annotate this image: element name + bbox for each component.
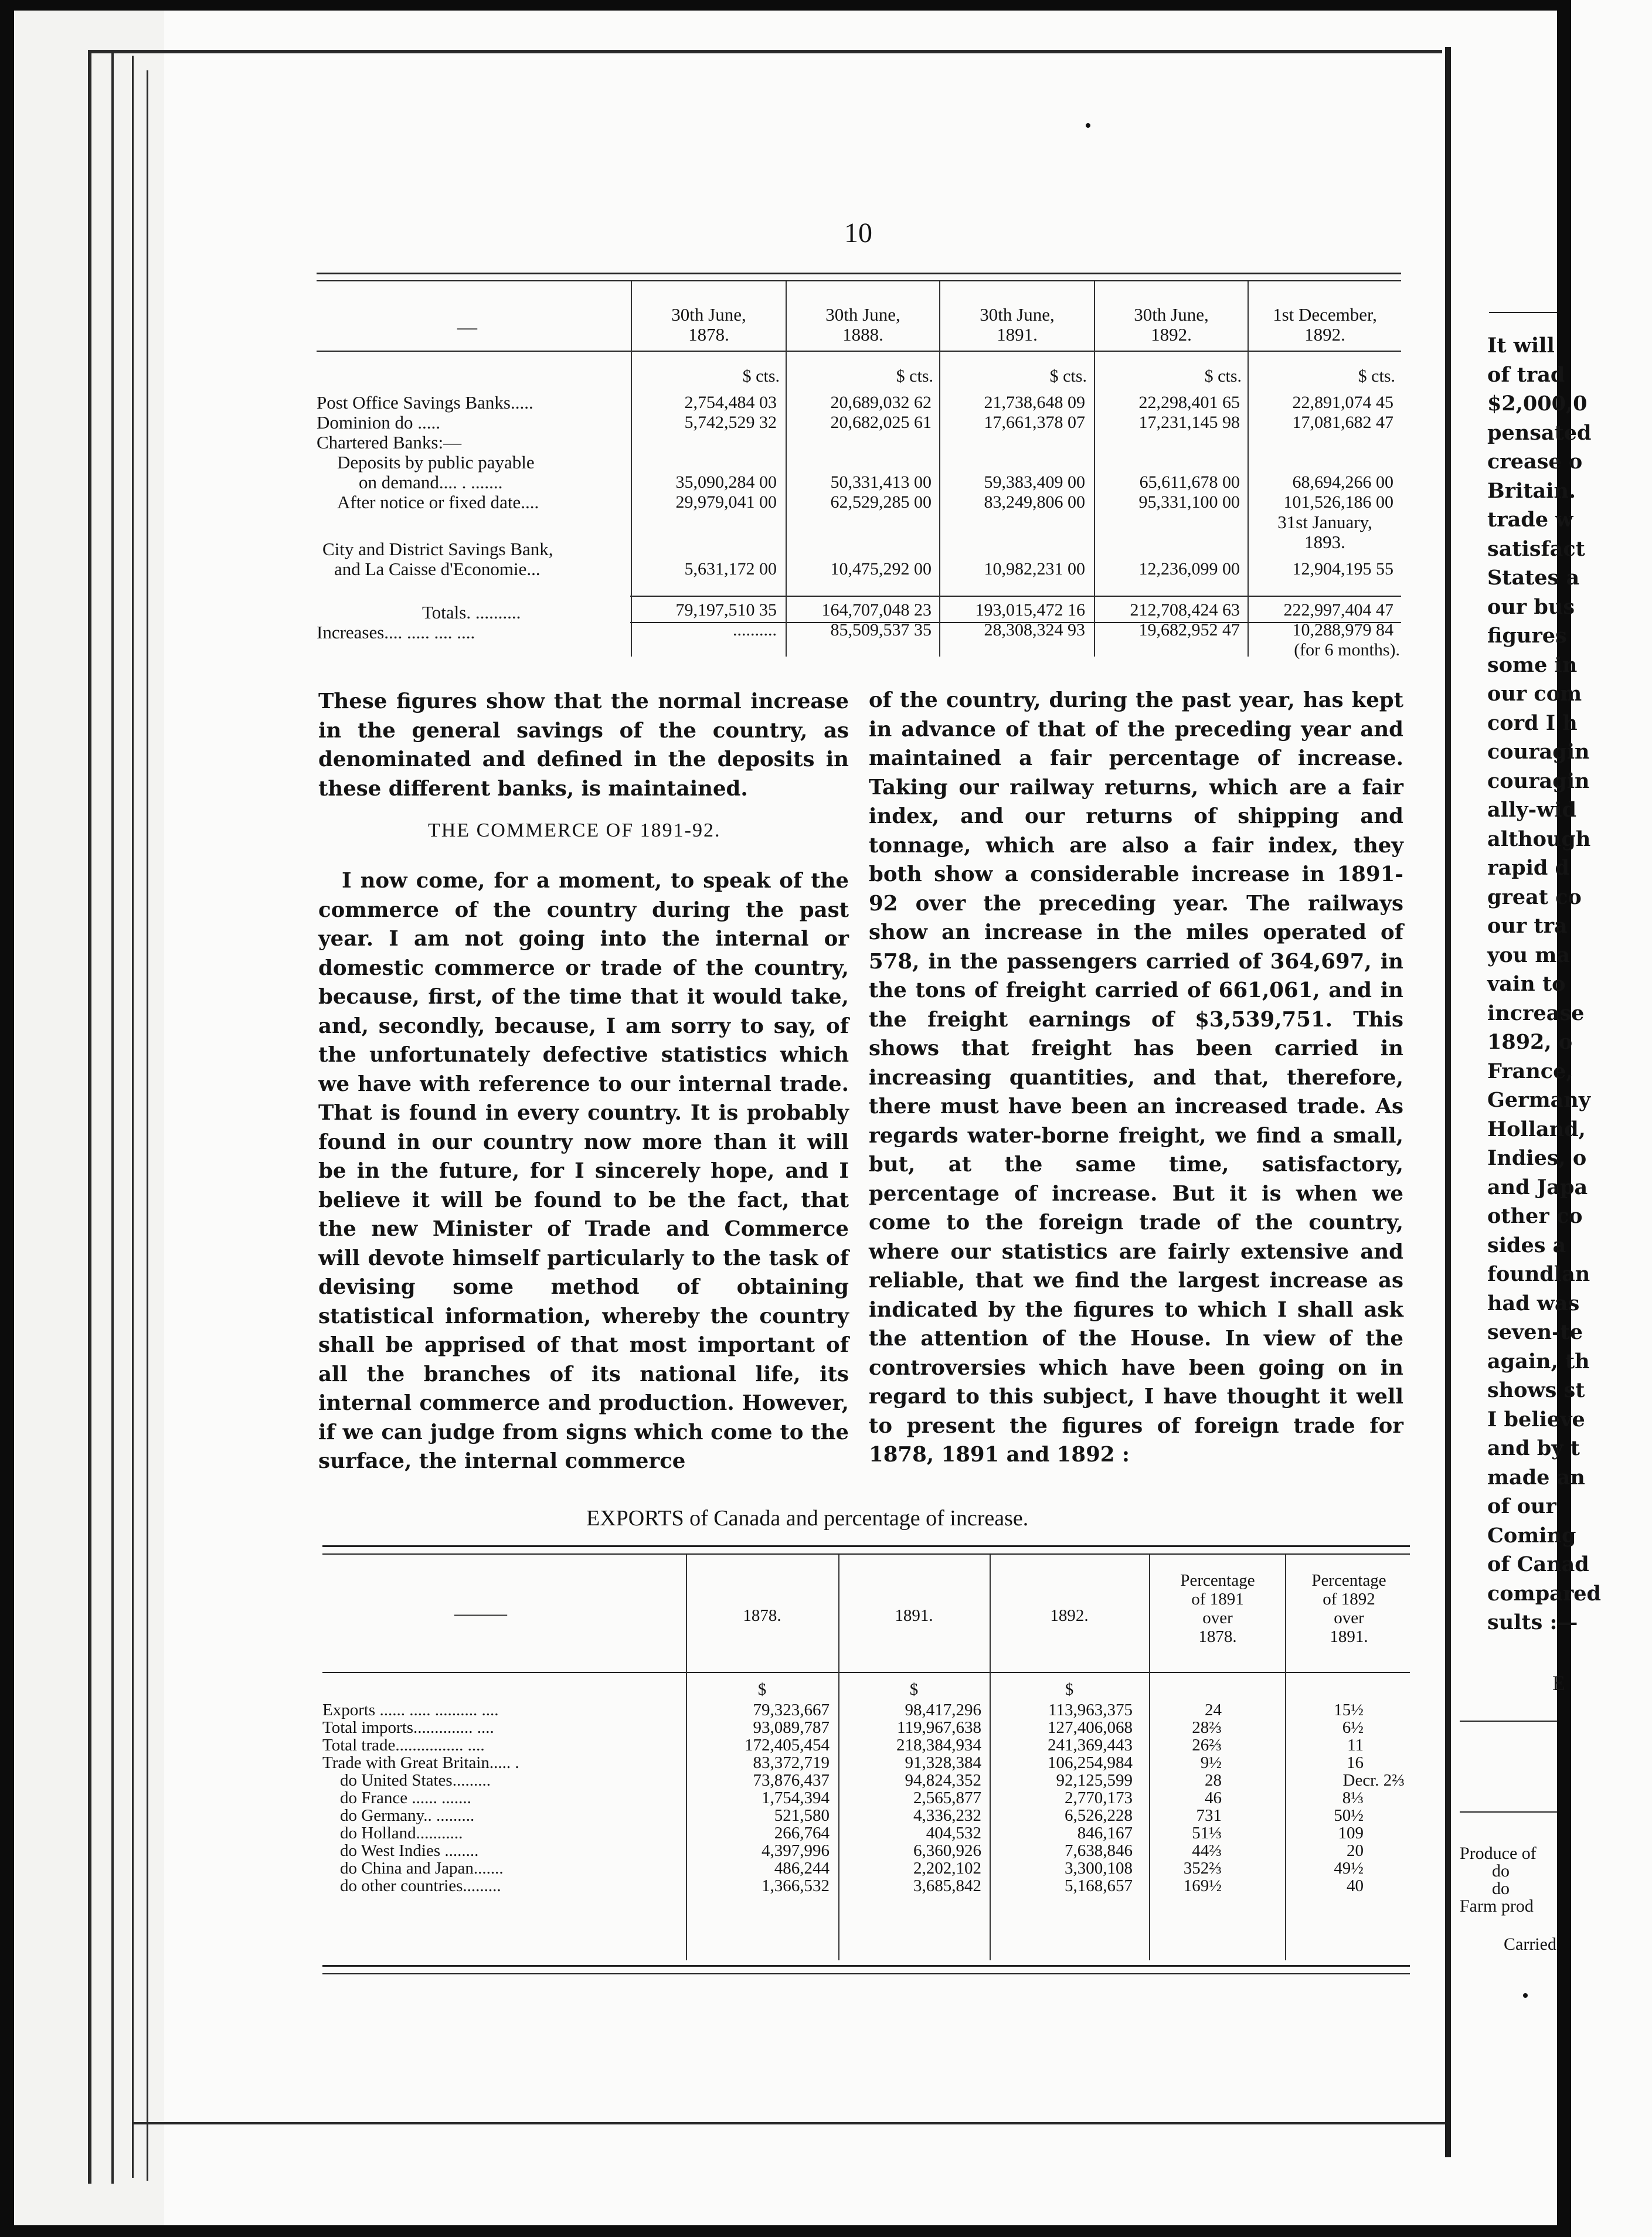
cell: 8⅓: [1342, 1789, 1364, 1807]
next-page-text: [1487, 331, 1602, 1637]
ink-speck: [1086, 123, 1090, 128]
page-top-edge: [88, 50, 1442, 53]
cell: 59,383,409 00: [984, 472, 1085, 492]
col-header-1891: 30th June, 1891.: [980, 304, 1055, 345]
next-page-line: increase: [1487, 1001, 1585, 1025]
unit-label: $: [1065, 1680, 1074, 1699]
text-column-left-top: [318, 687, 849, 803]
col-divider: [1094, 281, 1095, 657]
next-page-line: our tra: [1487, 914, 1568, 938]
row-label-after-notice: After notice or fixed date....: [337, 492, 539, 512]
row-label: Total imports.............. ....: [322, 1718, 494, 1737]
cell: 98,417,296: [905, 1701, 981, 1719]
corner-dash: —: [457, 317, 477, 338]
corner-dash: ———: [454, 1604, 507, 1623]
cell: 218,384,934: [896, 1736, 981, 1755]
next-page-line: of trad: [1487, 362, 1565, 387]
cell: 93,089,787: [753, 1718, 830, 1737]
unit-label: $ cts.: [1049, 366, 1087, 386]
cell: 486,244: [774, 1859, 830, 1878]
next-page-row-label: do: [1492, 1861, 1510, 1881]
cell: 16: [1347, 1753, 1364, 1772]
cell: 4,336,232: [913, 1806, 981, 1825]
next-page-line: our bus: [1487, 594, 1575, 619]
next-page-line: some in: [1487, 652, 1578, 677]
next-page-line: other co: [1487, 1204, 1583, 1228]
cell: 35,090,284 00: [675, 472, 777, 492]
cell: 169½: [1183, 1876, 1222, 1895]
row-label-dominion: Dominion do .....: [317, 412, 440, 433]
cell: 28: [1205, 1771, 1222, 1790]
col-divider: [838, 1555, 839, 1960]
cell: 212,708,424 63: [1130, 600, 1240, 620]
next-page-line: shows st: [1487, 1378, 1585, 1402]
cell: 6½: [1342, 1718, 1364, 1737]
next-page-row-label: do: [1492, 1879, 1510, 1898]
row-label: do United States.........: [340, 1771, 491, 1790]
next-page-line: figures: [1487, 624, 1567, 648]
cell: 79,323,667: [753, 1701, 830, 1719]
cell: 91,328,384: [905, 1753, 981, 1772]
col-header-1892: 30th June, 1892.: [1134, 304, 1209, 345]
cell: 7,638,846: [1065, 1841, 1133, 1860]
col-divider: [686, 1555, 687, 1960]
cell: 15½: [1334, 1701, 1364, 1719]
city-date-note: 31st January, 1893.: [1277, 512, 1372, 552]
cell: 29,979,041 00: [675, 492, 777, 512]
cell: 17,081,682 47: [1292, 413, 1393, 432]
cell: 68,694,266 00: [1292, 472, 1393, 492]
next-page-line: again, th: [1487, 1349, 1590, 1374]
cell: 101,526,186 00: [1283, 492, 1393, 512]
cell: 20,689,032 62: [830, 393, 932, 412]
unit-label: $ cts.: [1204, 366, 1242, 386]
cell: 106,254,984: [1048, 1753, 1133, 1772]
cell: 28,308,324 93: [984, 620, 1085, 640]
table-rule: [630, 596, 1401, 597]
cell: 127,406,068: [1048, 1718, 1133, 1737]
next-page-rule: [1460, 1811, 1557, 1813]
row-label-city-cont: and La Caisse d'Economie...: [334, 559, 541, 579]
next-page-line: and Japa: [1487, 1175, 1588, 1199]
next-page-line: Germany: [1487, 1088, 1591, 1112]
row-label: Exports ...... ..... .......... ....: [322, 1701, 499, 1719]
cell: 73,876,437: [753, 1771, 830, 1790]
cell: 83,249,806 00: [984, 492, 1085, 512]
page-bottom-edge: [132, 2122, 1445, 2124]
scan-left-margin: [0, 0, 164, 2237]
next-page-line: sides a: [1487, 1233, 1566, 1257]
next-page-line: 1892, o: [1487, 1030, 1573, 1054]
cell: 6,360,926: [913, 1841, 981, 1860]
cell: 6,526,228: [1065, 1806, 1133, 1825]
next-page-rule: [1489, 312, 1557, 313]
next-page-line: seven-te: [1487, 1320, 1583, 1344]
cell: 3,300,108: [1065, 1859, 1133, 1878]
cell: 62,529,285 00: [830, 492, 932, 512]
next-page-row-label: Carried: [1504, 1935, 1556, 1954]
next-page-line: pensated: [1487, 420, 1592, 445]
col-divider: [990, 1555, 991, 1960]
next-page-row-label: Farm prod: [1460, 1896, 1534, 1916]
next-page-line: It will: [1487, 334, 1555, 358]
binding-line: [111, 50, 114, 2184]
table-rule: [322, 1973, 1410, 1974]
binding-line: [132, 56, 134, 2178]
cell: 5,742,529 32: [684, 413, 777, 432]
next-page-line: $2,000,0: [1487, 392, 1588, 416]
binding-line: [88, 50, 91, 2184]
cell: 352⅔: [1183, 1859, 1222, 1878]
text-column-right: [869, 686, 1403, 1470]
cell: 83,372,719: [753, 1753, 830, 1772]
cell: Decr. 2⅔: [1342, 1771, 1405, 1790]
col-divider: [786, 281, 787, 657]
paragraph: of the country, during the past year, has kept in advance of that of the preceding year and maintained a fair percentage of increase. Taking our railway returns, which are a fair index, and our returns of shipping and tonnage, which are also a fair index, they both show a considerable increase in 1891-92 over the preceding year. The railways show an increase in the miles operated of 578, in the passengers carried of 364,697, in the tons of freight carried of 661,061, and in the freight earnings of $3,539,751. This shows that freight has been carried in increasing quantities, and that, therefore, there must have been an increased trade. As regards water-borne freight, we find a small, but, at the same time, satisfactory, percentage of increase. But it is when we come to the foreign trade of the country, where our statistics are fairly extensive and reliable, that we find the largest increase as indicated by the figures to which I shall ask the attention of the House. In view of the controversies which have been going on in regard to this subject, I have thought it well to present the figures of foreign trade for 1878, 1891 and 1892 :: [869, 688, 1403, 1467]
page-number: 10: [844, 217, 872, 249]
cell: 193,015,472 16: [975, 600, 1085, 620]
cell: 17,661,378 07: [984, 413, 1085, 432]
cell: 164,707,048 23: [821, 600, 932, 620]
next-page-line: satisfact: [1487, 536, 1585, 561]
next-page-row-label: Produce of: [1460, 1844, 1537, 1863]
cell: 12,236,099 00: [1138, 559, 1240, 579]
table-rule: [317, 280, 1401, 281]
next-page-line: sults :—: [1487, 1610, 1578, 1634]
next-page-line: and by t: [1487, 1436, 1580, 1460]
cell: 731: [1196, 1806, 1222, 1825]
cell: 92,125,599: [1056, 1771, 1133, 1790]
binding-line: [147, 70, 148, 2181]
cell: 241,369,443: [1048, 1736, 1133, 1755]
row-label-chartered: Chartered Banks:—: [317, 432, 462, 453]
next-page-line: vain to: [1487, 972, 1566, 996]
col-header-1891: 1891.: [895, 1606, 933, 1625]
table-rule: [322, 1553, 1410, 1555]
row-label: do Germany.. .........: [340, 1806, 475, 1825]
table-rule: [322, 1672, 1410, 1673]
row-label-city: City and District Savings Bank,: [322, 539, 553, 559]
col-divider: [1285, 1555, 1286, 1960]
cell: 19,682,952 47: [1138, 620, 1240, 640]
scan-edge-left: [0, 0, 14, 2237]
cell: 2,754,484 03: [684, 393, 777, 412]
cell: 109: [1338, 1824, 1364, 1842]
cell: 50½: [1334, 1806, 1364, 1825]
row-label: Trade with Great Britain..... .: [322, 1753, 519, 1772]
cell: 3,685,842: [913, 1876, 981, 1895]
exports-title: EXPORTS of Canada and percentage of increase.: [586, 1506, 1029, 1531]
cell: 50,331,413 00: [830, 472, 932, 492]
next-page-line: Holland,: [1487, 1117, 1586, 1141]
next-page-line: great co: [1487, 885, 1582, 909]
col-divider: [631, 281, 632, 657]
next-page-line: compared: [1487, 1581, 1602, 1606]
cell: 846,167: [1077, 1824, 1133, 1842]
next-page-line: although: [1487, 827, 1591, 851]
next-page-rule: [1460, 1721, 1557, 1722]
col-header-1878: 1878.: [743, 1606, 781, 1625]
row-label: Total trade................ ....: [322, 1736, 485, 1755]
next-page-line: I believe: [1487, 1407, 1585, 1432]
cell: 79,197,510 35: [675, 600, 777, 620]
next-page-line: cord I h: [1487, 710, 1578, 735]
cell: 1,366,532: [762, 1876, 830, 1895]
next-page-line: Britain.: [1487, 478, 1576, 503]
table-rule: [322, 1545, 1410, 1547]
col-header-dec-1892: 1st December, 1892.: [1273, 304, 1377, 345]
unit-label: $ cts.: [1358, 366, 1395, 386]
table-rule: [317, 273, 1401, 274]
table-rule: [317, 351, 1401, 352]
cell: 44⅔: [1192, 1841, 1222, 1860]
row-label: do France ...... .......: [340, 1789, 471, 1807]
cell: 85,509,537 35: [830, 620, 932, 640]
unit-label: $ cts.: [896, 366, 933, 386]
cell: 119,967,638: [897, 1718, 981, 1737]
row-label-deposits: Deposits by public payable: [337, 452, 535, 472]
row-label: do other countries.........: [340, 1876, 501, 1895]
cell: 5,631,172 00: [684, 559, 777, 579]
next-page-line: couragin: [1487, 769, 1590, 793]
scan-edge-bottom: [0, 2225, 1571, 2237]
next-page-line: Coming: [1487, 1523, 1576, 1548]
col-header-1878: 30th June, 1878.: [671, 304, 746, 345]
cell: 10,288,979 84: [1292, 620, 1393, 640]
cell: 22,891,074 45: [1292, 393, 1393, 412]
cell: 172,405,454: [745, 1736, 830, 1755]
cell: 113,963,375: [1048, 1701, 1133, 1719]
next-page-line: France,: [1487, 1059, 1573, 1083]
cell: 20: [1347, 1841, 1364, 1860]
cell: 10,982,231 00: [984, 559, 1085, 579]
next-page-line: trade w: [1487, 508, 1573, 532]
cell: 40: [1347, 1876, 1364, 1895]
cell: 28⅔: [1192, 1718, 1222, 1737]
cell: 49½: [1334, 1859, 1364, 1878]
cell: 95,331,100 00: [1138, 492, 1240, 512]
cell: 2,565,877: [913, 1789, 981, 1807]
cell: 2,202,102: [913, 1859, 981, 1878]
row-label: do Holland...........: [340, 1824, 463, 1842]
next-page-line: ally-wid: [1487, 798, 1577, 822]
cell: ..........: [733, 620, 777, 640]
col-divider: [1248, 281, 1249, 657]
row-label-totals: Totals. ..........: [422, 602, 521, 623]
ink-speck: [1523, 1993, 1528, 1998]
cell: 2,770,173: [1065, 1789, 1133, 1807]
cell: 65,611,678 00: [1139, 472, 1240, 492]
next-page-line: Indies, o: [1487, 1146, 1587, 1170]
next-page-line: crease o: [1487, 450, 1583, 474]
cell: 9½: [1200, 1753, 1222, 1772]
text-column-left: [318, 866, 849, 1476]
col-header-pct-1891: Percentage of 1891 over 1878.: [1180, 1571, 1255, 1646]
cell: 4,397,996: [762, 1841, 830, 1860]
next-page-line: rapid d: [1487, 856, 1570, 880]
next-page-line: had was: [1487, 1291, 1580, 1315]
col-divider: [1149, 1555, 1150, 1960]
cell: 222,997,404 47: [1283, 600, 1393, 620]
row-label: do China and Japan.......: [340, 1859, 504, 1878]
unit-label: $ cts.: [742, 366, 780, 386]
row-label-post-office: Post Office Savings Banks.....: [317, 392, 533, 413]
paragraph: These figures show that the normal increase in the general savings of the country, as denominated and defined in the deposits in these different banks, is maintained.: [318, 689, 849, 801]
next-page-line: of our: [1487, 1494, 1556, 1518]
next-page-line: foundlan: [1487, 1262, 1590, 1286]
col-header-1888: 30th June, 1888.: [825, 304, 900, 345]
next-page-line: you ma: [1487, 943, 1571, 967]
cell: 1,754,394: [762, 1789, 830, 1807]
section-heading: THE COMMERCE OF 1891-92.: [428, 820, 721, 841]
cell: 5,168,657: [1065, 1876, 1133, 1895]
cell: 22,298,401 65: [1138, 393, 1240, 412]
next-page-letter: E: [1552, 1671, 1565, 1695]
cell: 521,580: [774, 1806, 830, 1825]
cell: 26⅔: [1192, 1736, 1222, 1755]
increases-note: (for 6 months).: [1294, 640, 1400, 659]
scan-edge-top: [0, 0, 1571, 11]
cell: 24: [1205, 1701, 1222, 1719]
cell: 10,475,292 00: [830, 559, 932, 579]
cell: 11: [1347, 1736, 1364, 1755]
cell: 266,764: [774, 1824, 830, 1842]
next-page-line: our com: [1487, 682, 1582, 706]
paragraph: I now come, for a moment, to speak of the commerce of the country during the past year. I am not going into the internal or domestic commerce or trade of the country, because, first, of the time that it would take, and, secondly, because, I am sorry to say, of the unfortunately defective statistics which we have with reference to our internal trade. That is found in every country. It is probably found in our country now more than it will be in the future, for I sincerely hope, and I believe it will be found to be the fact, that the new Minister of Trade and Commerce will devote himself particularly to the task of devising some method of obtaining statistical information, whereby the country shall be apprised of that most important of all the branches of its national life, its internal commerce and production. However, if we can judge from signs which come to the surface, the internal commerce: [318, 869, 849, 1473]
next-page-line: made an: [1487, 1465, 1585, 1490]
row-label-increases: Increases.... ..... .... ....: [317, 622, 475, 642]
cell: 21,738,648 09: [984, 393, 1085, 412]
col-header-pct-1892: Percentage of 1892 over 1891.: [1311, 1571, 1386, 1646]
page-gutter: [1445, 47, 1451, 2157]
cell: 17,231,145 98: [1138, 413, 1240, 432]
next-page-line: States a: [1487, 566, 1580, 590]
col-divider: [939, 281, 940, 657]
cell: 404,532: [926, 1824, 981, 1842]
row-label-deposits-cont: on demand.... . .......: [359, 472, 503, 492]
table-rule: [322, 1965, 1410, 1967]
cell: 46: [1205, 1789, 1222, 1807]
cell: 20,682,025 61: [830, 413, 932, 432]
row-label: do West Indies ........: [340, 1841, 479, 1860]
cell: 51⅓: [1192, 1824, 1222, 1842]
cell: 12,904,195 55: [1292, 559, 1393, 579]
unit-label: $: [909, 1680, 919, 1699]
next-page-line: couragin: [1487, 740, 1590, 764]
col-header-1892: 1892.: [1050, 1606, 1089, 1625]
next-page-line: of Canad: [1487, 1552, 1589, 1576]
unit-label: $: [757, 1680, 767, 1699]
cell: 94,824,352: [905, 1771, 981, 1790]
